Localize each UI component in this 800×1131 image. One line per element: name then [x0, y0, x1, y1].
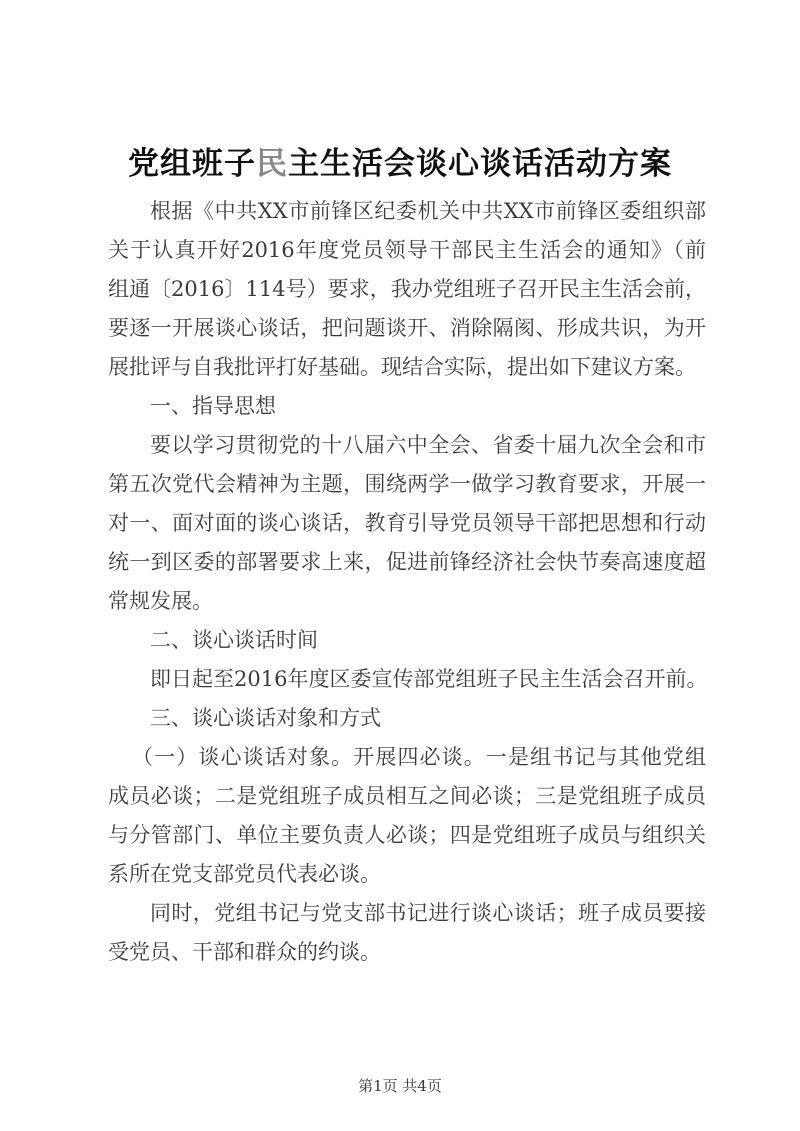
- text-line: 与分管部门、单位主要负责人必谈；四是党组班子成员与组织关: [108, 823, 706, 847]
- text-line: 要逐一开展谈心谈话，把问题谈开、消除隔阂、形成共识，为开: [108, 316, 706, 340]
- paragraph: [108, 699, 706, 738]
- text-line: 要以学习贯彻党的十八届六中全会、省委十届九次全会和市: [150, 433, 706, 457]
- text-line: 三、谈心谈话对象和方式: [150, 706, 381, 730]
- paragraph: [108, 621, 706, 660]
- title-text: 主生活会谈心谈话活动方案: [288, 146, 672, 182]
- text-line: 同时，党组书记与党支部书记进行谈心谈话；班子成员要接: [150, 901, 706, 925]
- text-line: 关于认真开好2016年度党员领导干部民主生活会的通知》（前: [108, 238, 706, 262]
- page-number: 第1页 共4页: [358, 1077, 442, 1095]
- text-line: 组通〔2016〕114号）要求，我办党组班子召开民主生活会前，: [108, 277, 706, 301]
- text-line: 展批评与自我批评打好基础。现结合实际，提出如下建议方案。: [108, 355, 696, 379]
- paragraph: [108, 894, 706, 972]
- title-text-faint: 民: [256, 146, 288, 182]
- paragraph: [108, 192, 706, 387]
- text-line: （一）谈心谈话对象。开展四必谈。一是组书记与其他党组: [132, 745, 706, 769]
- paragraph: [108, 426, 706, 621]
- paragraph: [108, 660, 706, 699]
- paragraph: [108, 387, 706, 426]
- paragraph: [108, 738, 706, 894]
- text-line: 成员必谈；二是党组班子成员相互之间必谈；三是党组班子成员: [108, 784, 706, 808]
- text-line: 常规发展。: [108, 589, 213, 613]
- document-body: [108, 192, 706, 972]
- text-line: 二、谈心谈话时间: [150, 628, 318, 652]
- text-line: 根据《中共XX市前锋区纪委机关中共XX市前锋区委组织部: [150, 199, 706, 223]
- text-line: 受党员、干部和群众的约谈。: [108, 940, 381, 964]
- document-title: [0, 138, 800, 183]
- text-line: 即日起至2016年度区委宣传部党组班子民主生活会召开前。: [150, 667, 708, 691]
- text-line: 对一、面对面的谈心谈话，教育引导党员领导干部把思想和行动: [108, 511, 706, 535]
- text-line: 统一到区委的部署要求上来，促进前锋经济社会快节奏高速度超: [108, 550, 706, 574]
- text-line: 第五次党代会精神为主题，围绕两学一做学习教育要求，开展一: [108, 472, 706, 496]
- title-text: 党组班子: [128, 146, 256, 182]
- text-line: 系所在党支部党员代表必谈。: [108, 862, 381, 886]
- text-line: 一、指导思想: [150, 394, 276, 418]
